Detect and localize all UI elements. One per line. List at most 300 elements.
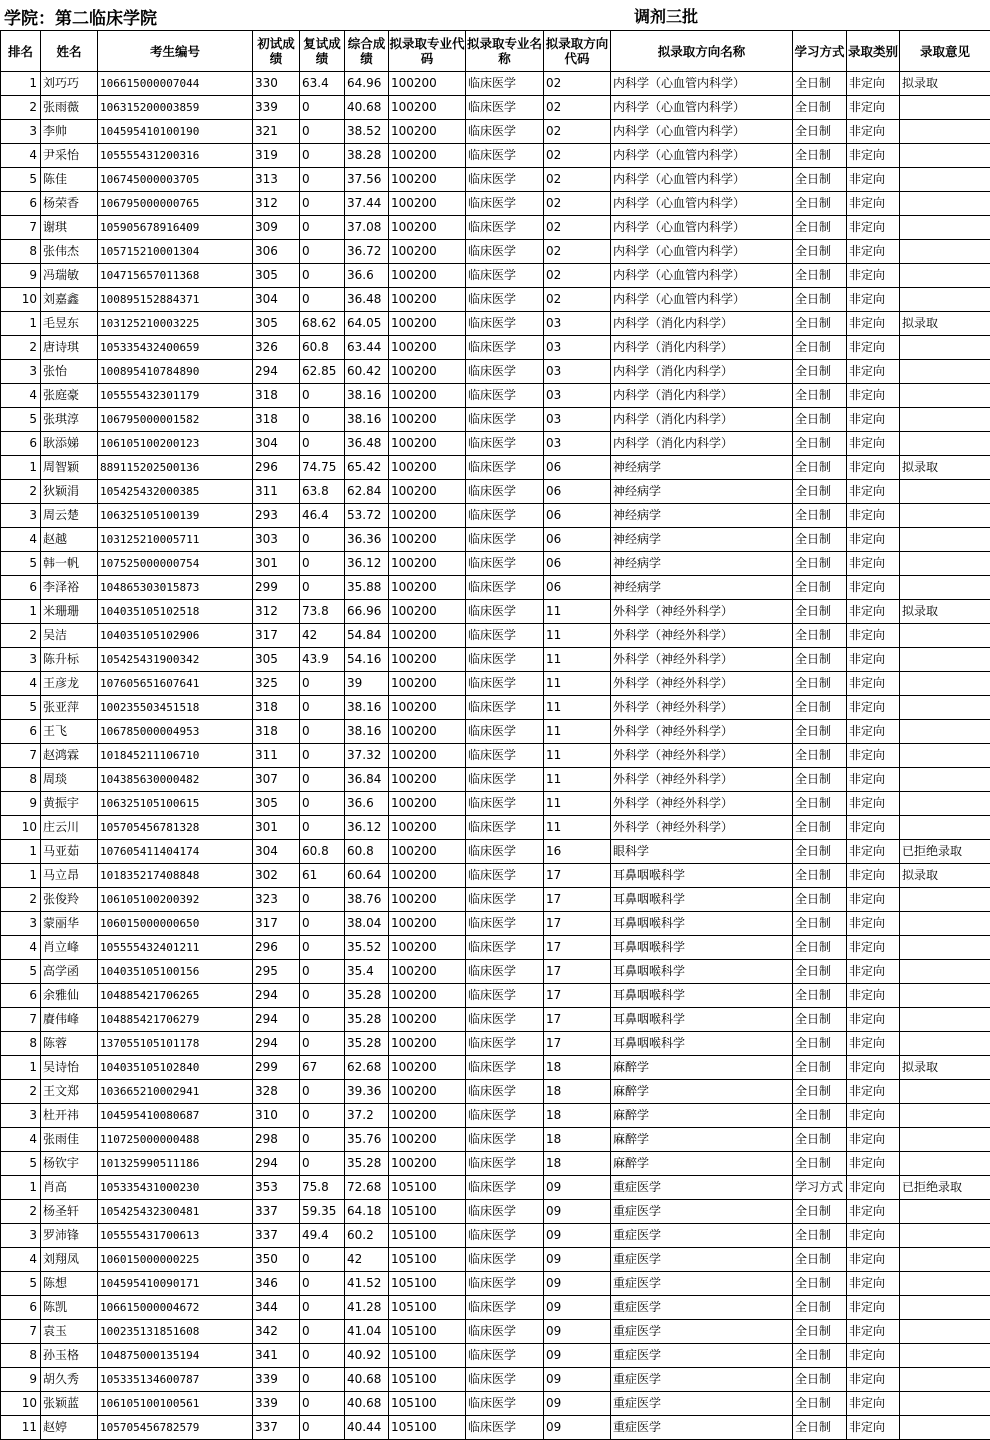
cell-candidate-id: 105555431200316 <box>98 144 253 168</box>
cell-admission-type: 非定向 <box>847 960 900 984</box>
cell-initial-score: 310 <box>253 1104 300 1128</box>
cell-direction-name: 耳鼻咽喉科学 <box>611 912 793 936</box>
cell-initial-score: 304 <box>253 840 300 864</box>
cell-total-score: 36.6 <box>345 264 389 288</box>
cell-admission-type: 非定向 <box>847 96 900 120</box>
cell-direction-name: 内科学（消化内科学） <box>611 312 793 336</box>
cell-initial-score: 294 <box>253 1008 300 1032</box>
cell-direction-name: 内科学（心血管内科学） <box>611 96 793 120</box>
cell-major-code: 100200 <box>389 1080 466 1104</box>
cell-major-code: 100200 <box>389 720 466 744</box>
cell-admission-type: 非定向 <box>847 792 900 816</box>
cell-admission-opinion <box>900 1344 990 1368</box>
table-row <box>1 1248 990 1272</box>
cell-direction-code: 02 <box>544 240 611 264</box>
cell-name: 冯瑞敏 <box>41 264 98 288</box>
cell-total-score: 41.52 <box>345 1272 389 1296</box>
cell-direction-code: 09 <box>544 1368 611 1392</box>
cell-name: 狄颖涓 <box>41 480 98 504</box>
cell-rank: 7 <box>1 1320 41 1344</box>
cell-major-code: 100200 <box>389 264 466 288</box>
cell-initial-score: 301 <box>253 816 300 840</box>
cell-direction-name: 内科学（心血管内科学） <box>611 72 793 96</box>
column-header-admission-opinion: 录取意见 <box>900 31 990 72</box>
cell-study-mode: 全日制 <box>793 912 847 936</box>
batch-title: 调剂三批 <box>634 7 699 26</box>
cell-admission-type: 非定向 <box>847 1176 900 1200</box>
table-row <box>1 576 990 600</box>
cell-name: 米珊珊 <box>41 600 98 624</box>
cell-total-score: 38.16 <box>345 408 389 432</box>
table-row <box>1 1200 990 1224</box>
cell-retest-score: 74.75 <box>300 456 345 480</box>
cell-name: 杨圣轩 <box>41 1200 98 1224</box>
cell-total-score: 54.84 <box>345 624 389 648</box>
cell-rank: 6 <box>1 984 41 1008</box>
cell-rank: 2 <box>1 624 41 648</box>
cell-candidate-id: 100895152884371 <box>98 288 253 312</box>
cell-admission-type: 非定向 <box>847 936 900 960</box>
cell-retest-score: 60.8 <box>300 840 345 864</box>
cell-initial-score: 298 <box>253 1128 300 1152</box>
cell-retest-score: 43.9 <box>300 648 345 672</box>
cell-initial-score: 342 <box>253 1320 300 1344</box>
cell-direction-code: 03 <box>544 360 611 384</box>
cell-name: 杨荣香 <box>41 192 98 216</box>
cell-direction-name: 神经病学 <box>611 456 793 480</box>
cell-rank: 9 <box>1 1368 41 1392</box>
cell-total-score: 60.2 <box>345 1224 389 1248</box>
table-row <box>1 864 990 888</box>
cell-retest-score: 0 <box>300 192 345 216</box>
table-row <box>1 1176 990 1200</box>
cell-initial-score: 305 <box>253 264 300 288</box>
cell-major-name: 临床医学 <box>466 576 544 600</box>
cell-rank: 5 <box>1 552 41 576</box>
cell-admission-opinion <box>900 1104 990 1128</box>
cell-retest-score: 60.8 <box>300 336 345 360</box>
cell-candidate-id: 104035105102906 <box>98 624 253 648</box>
cell-total-score: 37.44 <box>345 192 389 216</box>
cell-study-mode: 全日制 <box>793 936 847 960</box>
cell-candidate-id: 137055105101178 <box>98 1032 253 1056</box>
cell-admission-type: 非定向 <box>847 1272 900 1296</box>
cell-admission-opinion <box>900 408 990 432</box>
cell-direction-code: 02 <box>544 96 611 120</box>
cell-total-score: 63.44 <box>345 336 389 360</box>
cell-direction-name: 外科学（神经外科学） <box>611 648 793 672</box>
cell-admission-type: 非定向 <box>847 168 900 192</box>
table-row <box>1 648 990 672</box>
cell-initial-score: 350 <box>253 1248 300 1272</box>
cell-major-name: 临床医学 <box>466 384 544 408</box>
cell-rank: 1 <box>1 840 41 864</box>
table-row <box>1 216 990 240</box>
cell-direction-code: 09 <box>544 1272 611 1296</box>
cell-direction-code: 11 <box>544 624 611 648</box>
cell-study-mode: 全日制 <box>793 1224 847 1248</box>
cell-admission-type: 非定向 <box>847 1392 900 1416</box>
table-row <box>1 696 990 720</box>
cell-direction-name: 外科学（神经外科学） <box>611 672 793 696</box>
cell-direction-code: 09 <box>544 1176 611 1200</box>
cell-name: 周琰 <box>41 768 98 792</box>
cell-study-mode: 全日制 <box>793 1200 847 1224</box>
cell-rank: 10 <box>1 288 41 312</box>
cell-initial-score: 339 <box>253 96 300 120</box>
cell-total-score: 39.36 <box>345 1080 389 1104</box>
cell-major-code: 105100 <box>389 1272 466 1296</box>
cell-total-score: 35.28 <box>345 984 389 1008</box>
cell-major-name: 临床医学 <box>466 72 544 96</box>
cell-retest-score: 49.4 <box>300 1224 345 1248</box>
cell-rank: 7 <box>1 216 41 240</box>
cell-admission-opinion <box>900 1416 990 1440</box>
cell-major-name: 临床医学 <box>466 1224 544 1248</box>
cell-candidate-id: 100235503451518 <box>98 696 253 720</box>
cell-initial-score: 312 <box>253 600 300 624</box>
cell-rank: 5 <box>1 960 41 984</box>
cell-major-name: 临床医学 <box>466 1416 544 1440</box>
cell-total-score: 35.28 <box>345 1032 389 1056</box>
cell-total-score: 35.88 <box>345 576 389 600</box>
admission-table <box>0 30 990 1440</box>
cell-direction-name: 重症医学 <box>611 1272 793 1296</box>
cell-retest-score: 0 <box>300 888 345 912</box>
cell-initial-score: 299 <box>253 576 300 600</box>
cell-rank: 1 <box>1 72 41 96</box>
cell-study-mode: 全日制 <box>793 1008 847 1032</box>
cell-initial-score: 339 <box>253 1368 300 1392</box>
cell-admission-type: 非定向 <box>847 312 900 336</box>
cell-direction-name: 重症医学 <box>611 1296 793 1320</box>
cell-study-mode: 全日制 <box>793 144 847 168</box>
cell-admission-opinion <box>900 696 990 720</box>
cell-rank: 1 <box>1 600 41 624</box>
cell-major-name: 临床医学 <box>466 600 544 624</box>
cell-retest-score: 0 <box>300 816 345 840</box>
cell-major-code: 100200 <box>389 384 466 408</box>
cell-major-code: 100200 <box>389 216 466 240</box>
cell-candidate-id: 104595410090171 <box>98 1272 253 1296</box>
cell-candidate-id: 104035105102840 <box>98 1056 253 1080</box>
cell-direction-code: 17 <box>544 912 611 936</box>
table-row <box>1 1056 990 1080</box>
table-row <box>1 912 990 936</box>
cell-direction-name: 重症医学 <box>611 1320 793 1344</box>
cell-candidate-id: 110725000000488 <box>98 1128 253 1152</box>
cell-major-name: 临床医学 <box>466 1104 544 1128</box>
cell-major-code: 100200 <box>389 192 466 216</box>
cell-total-score: 35.52 <box>345 936 389 960</box>
cell-study-mode: 全日制 <box>793 504 847 528</box>
cell-direction-code: 11 <box>544 648 611 672</box>
cell-rank: 4 <box>1 144 41 168</box>
cell-admission-opinion <box>900 336 990 360</box>
cell-candidate-id: 104715657011368 <box>98 264 253 288</box>
cell-admission-opinion <box>900 960 990 984</box>
cell-direction-code: 18 <box>544 1104 611 1128</box>
column-header-major-code: 拟录取专业代码 <box>389 31 466 72</box>
cell-rank: 10 <box>1 1392 41 1416</box>
cell-name: 王飞 <box>41 720 98 744</box>
cell-name: 张怡 <box>41 360 98 384</box>
cell-admission-type: 非定向 <box>847 600 900 624</box>
cell-direction-code: 02 <box>544 168 611 192</box>
cell-retest-score: 0 <box>300 96 345 120</box>
cell-candidate-id: 105905678916409 <box>98 216 253 240</box>
cell-major-name: 临床医学 <box>466 1080 544 1104</box>
cell-initial-score: 294 <box>253 984 300 1008</box>
cell-initial-score: 294 <box>253 360 300 384</box>
cell-direction-name: 神经病学 <box>611 480 793 504</box>
cell-direction-code: 02 <box>544 288 611 312</box>
cell-study-mode: 全日制 <box>793 768 847 792</box>
cell-study-mode: 全日制 <box>793 576 847 600</box>
cell-admission-type: 非定向 <box>847 1008 900 1032</box>
cell-major-code: 100200 <box>389 1128 466 1152</box>
cell-name: 賡伟峰 <box>41 1008 98 1032</box>
cell-study-mode: 全日制 <box>793 96 847 120</box>
cell-name: 耿添娣 <box>41 432 98 456</box>
cell-admission-opinion <box>900 120 990 144</box>
column-header-major-name: 拟录取专业名称 <box>466 31 544 72</box>
cell-candidate-id: 105425432300481 <box>98 1200 253 1224</box>
cell-candidate-id: 101835217408848 <box>98 864 253 888</box>
title-bar <box>0 0 990 30</box>
cell-major-name: 临床医学 <box>466 96 544 120</box>
cell-name: 张颖蓝 <box>41 1392 98 1416</box>
cell-major-code: 100200 <box>389 552 466 576</box>
cell-major-name: 临床医学 <box>466 1152 544 1176</box>
cell-total-score: 40.68 <box>345 96 389 120</box>
cell-major-name: 临床医学 <box>466 408 544 432</box>
cell-total-score: 64.96 <box>345 72 389 96</box>
cell-major-name: 临床医学 <box>466 168 544 192</box>
cell-study-mode: 全日制 <box>793 1104 847 1128</box>
cell-rank: 4 <box>1 1128 41 1152</box>
cell-admission-opinion <box>900 504 990 528</box>
cell-major-code: 100200 <box>389 456 466 480</box>
cell-admission-type: 非定向 <box>847 528 900 552</box>
cell-study-mode: 全日制 <box>793 432 847 456</box>
cell-retest-score: 0 <box>300 240 345 264</box>
cell-retest-score: 0 <box>300 1128 345 1152</box>
cell-major-code: 100200 <box>389 1032 466 1056</box>
cell-major-code: 100200 <box>389 912 466 936</box>
cell-direction-code: 09 <box>544 1248 611 1272</box>
cell-admission-type: 非定向 <box>847 480 900 504</box>
column-header-rank: 排名 <box>1 31 41 72</box>
table-row <box>1 336 990 360</box>
cell-direction-code: 03 <box>544 432 611 456</box>
cell-name: 谢琪 <box>41 216 98 240</box>
cell-direction-code: 11 <box>544 696 611 720</box>
cell-candidate-id: 104885421706265 <box>98 984 253 1008</box>
cell-direction-name: 耳鼻咽喉科学 <box>611 984 793 1008</box>
cell-study-mode: 全日制 <box>793 408 847 432</box>
cell-admission-opinion <box>900 624 990 648</box>
cell-direction-name: 麻醉学 <box>611 1080 793 1104</box>
cell-name: 黄振宇 <box>41 792 98 816</box>
cell-name: 张琪淳 <box>41 408 98 432</box>
cell-major-name: 临床医学 <box>466 744 544 768</box>
table-row <box>1 72 990 96</box>
cell-major-name: 临床医学 <box>466 648 544 672</box>
cell-total-score: 36.48 <box>345 432 389 456</box>
cell-candidate-id: 105715210001304 <box>98 240 253 264</box>
table-row <box>1 384 990 408</box>
cell-major-name: 临床医学 <box>466 1320 544 1344</box>
cell-name: 余雅仙 <box>41 984 98 1008</box>
cell-admission-opinion: 拟录取 <box>900 72 990 96</box>
cell-admission-opinion <box>900 216 990 240</box>
cell-name: 杜开祎 <box>41 1104 98 1128</box>
cell-retest-score: 0 <box>300 696 345 720</box>
cell-admission-type: 非定向 <box>847 1128 900 1152</box>
cell-admission-opinion <box>900 1368 990 1392</box>
cell-direction-name: 重症医学 <box>611 1176 793 1200</box>
cell-direction-name: 耳鼻咽喉科学 <box>611 864 793 888</box>
cell-total-score: 60.64 <box>345 864 389 888</box>
cell-name: 刘翔凤 <box>41 1248 98 1272</box>
table-row <box>1 1032 990 1056</box>
cell-major-name: 临床医学 <box>466 288 544 312</box>
cell-direction-name: 重症医学 <box>611 1392 793 1416</box>
cell-rank: 6 <box>1 1296 41 1320</box>
cell-major-code: 100200 <box>389 936 466 960</box>
cell-major-name: 临床医学 <box>466 456 544 480</box>
cell-direction-code: 06 <box>544 480 611 504</box>
cell-major-name: 临床医学 <box>466 792 544 816</box>
cell-admission-opinion <box>900 936 990 960</box>
cell-study-mode: 全日制 <box>793 816 847 840</box>
cell-major-code: 100200 <box>389 360 466 384</box>
cell-major-name: 临床医学 <box>466 1128 544 1152</box>
cell-major-code: 100200 <box>389 624 466 648</box>
table-row <box>1 288 990 312</box>
cell-study-mode: 全日制 <box>793 1248 847 1272</box>
cell-study-mode: 全日制 <box>793 744 847 768</box>
cell-major-code: 100200 <box>389 240 466 264</box>
cell-rank: 6 <box>1 720 41 744</box>
cell-total-score: 36.12 <box>345 552 389 576</box>
cell-name: 李帅 <box>41 120 98 144</box>
cell-admission-type: 非定向 <box>847 1080 900 1104</box>
cell-major-name: 临床医学 <box>466 1176 544 1200</box>
cell-total-score: 37.56 <box>345 168 389 192</box>
cell-study-mode: 学习方式 <box>793 1176 847 1200</box>
cell-admission-opinion <box>900 168 990 192</box>
cell-candidate-id: 107605411404174 <box>98 840 253 864</box>
cell-study-mode: 全日制 <box>793 1320 847 1344</box>
cell-admission-type: 非定向 <box>847 504 900 528</box>
cell-direction-code: 06 <box>544 456 611 480</box>
cell-study-mode: 全日制 <box>793 264 847 288</box>
cell-candidate-id: 104385630000482 <box>98 768 253 792</box>
cell-direction-name: 外科学（神经外科学） <box>611 792 793 816</box>
table-row <box>1 960 990 984</box>
cell-major-code: 100200 <box>389 960 466 984</box>
cell-initial-score: 321 <box>253 120 300 144</box>
cell-study-mode: 全日制 <box>793 480 847 504</box>
cell-initial-score: 318 <box>253 384 300 408</box>
cell-study-mode: 全日制 <box>793 1152 847 1176</box>
cell-admission-type: 非定向 <box>847 1056 900 1080</box>
cell-name: 孙玉格 <box>41 1344 98 1368</box>
cell-retest-score: 0 <box>300 552 345 576</box>
cell-admission-opinion <box>900 360 990 384</box>
cell-rank: 10 <box>1 816 41 840</box>
cell-retest-score: 0 <box>300 432 345 456</box>
cell-admission-opinion <box>900 432 990 456</box>
cell-initial-score: 318 <box>253 408 300 432</box>
cell-total-score: 38.52 <box>345 120 389 144</box>
cell-name: 陈升标 <box>41 648 98 672</box>
cell-retest-score: 0 <box>300 1008 345 1032</box>
cell-retest-score: 68.62 <box>300 312 345 336</box>
cell-candidate-id: 104865303015873 <box>98 576 253 600</box>
cell-direction-code: 02 <box>544 264 611 288</box>
cell-rank: 4 <box>1 672 41 696</box>
cell-major-name: 临床医学 <box>466 528 544 552</box>
cell-direction-name: 内科学（心血管内科学） <box>611 168 793 192</box>
cell-admission-type: 非定向 <box>847 408 900 432</box>
cell-admission-opinion <box>900 1296 990 1320</box>
cell-retest-score: 67 <box>300 1056 345 1080</box>
cell-admission-opinion <box>900 768 990 792</box>
column-header-direction-name: 拟录取方向名称 <box>611 31 793 72</box>
cell-name: 刘巧巧 <box>41 72 98 96</box>
cell-admission-opinion <box>900 1200 990 1224</box>
table-row <box>1 840 990 864</box>
table-row <box>1 1104 990 1128</box>
cell-total-score: 40.44 <box>345 1416 389 1440</box>
cell-direction-code: 11 <box>544 744 611 768</box>
cell-candidate-id: 105555432301179 <box>98 384 253 408</box>
cell-name: 尹采怡 <box>41 144 98 168</box>
cell-direction-code: 17 <box>544 984 611 1008</box>
cell-candidate-id: 107525000000754 <box>98 552 253 576</box>
table-row <box>1 144 990 168</box>
cell-rank: 3 <box>1 360 41 384</box>
cell-retest-score: 0 <box>300 576 345 600</box>
cell-total-score: 53.72 <box>345 504 389 528</box>
cell-rank: 8 <box>1 1032 41 1056</box>
cell-major-code: 105100 <box>389 1176 466 1200</box>
cell-rank: 8 <box>1 768 41 792</box>
cell-retest-score: 0 <box>300 288 345 312</box>
cell-study-mode: 全日制 <box>793 1272 847 1296</box>
table-row <box>1 192 990 216</box>
cell-initial-score: 306 <box>253 240 300 264</box>
cell-major-code: 105100 <box>389 1320 466 1344</box>
cell-rank: 3 <box>1 504 41 528</box>
cell-total-score: 62.68 <box>345 1056 389 1080</box>
cell-admission-opinion <box>900 1080 990 1104</box>
cell-retest-score: 0 <box>300 1032 345 1056</box>
cell-candidate-id: 105335432400659 <box>98 336 253 360</box>
cell-admission-type: 非定向 <box>847 816 900 840</box>
cell-major-name: 临床医学 <box>466 864 544 888</box>
cell-major-name: 临床医学 <box>466 1272 544 1296</box>
cell-retest-score: 0 <box>300 936 345 960</box>
cell-major-code: 100200 <box>389 840 466 864</box>
cell-retest-score: 0 <box>300 1320 345 1344</box>
cell-rank: 8 <box>1 1344 41 1368</box>
cell-study-mode: 全日制 <box>793 888 847 912</box>
cell-candidate-id: 106105100200123 <box>98 432 253 456</box>
